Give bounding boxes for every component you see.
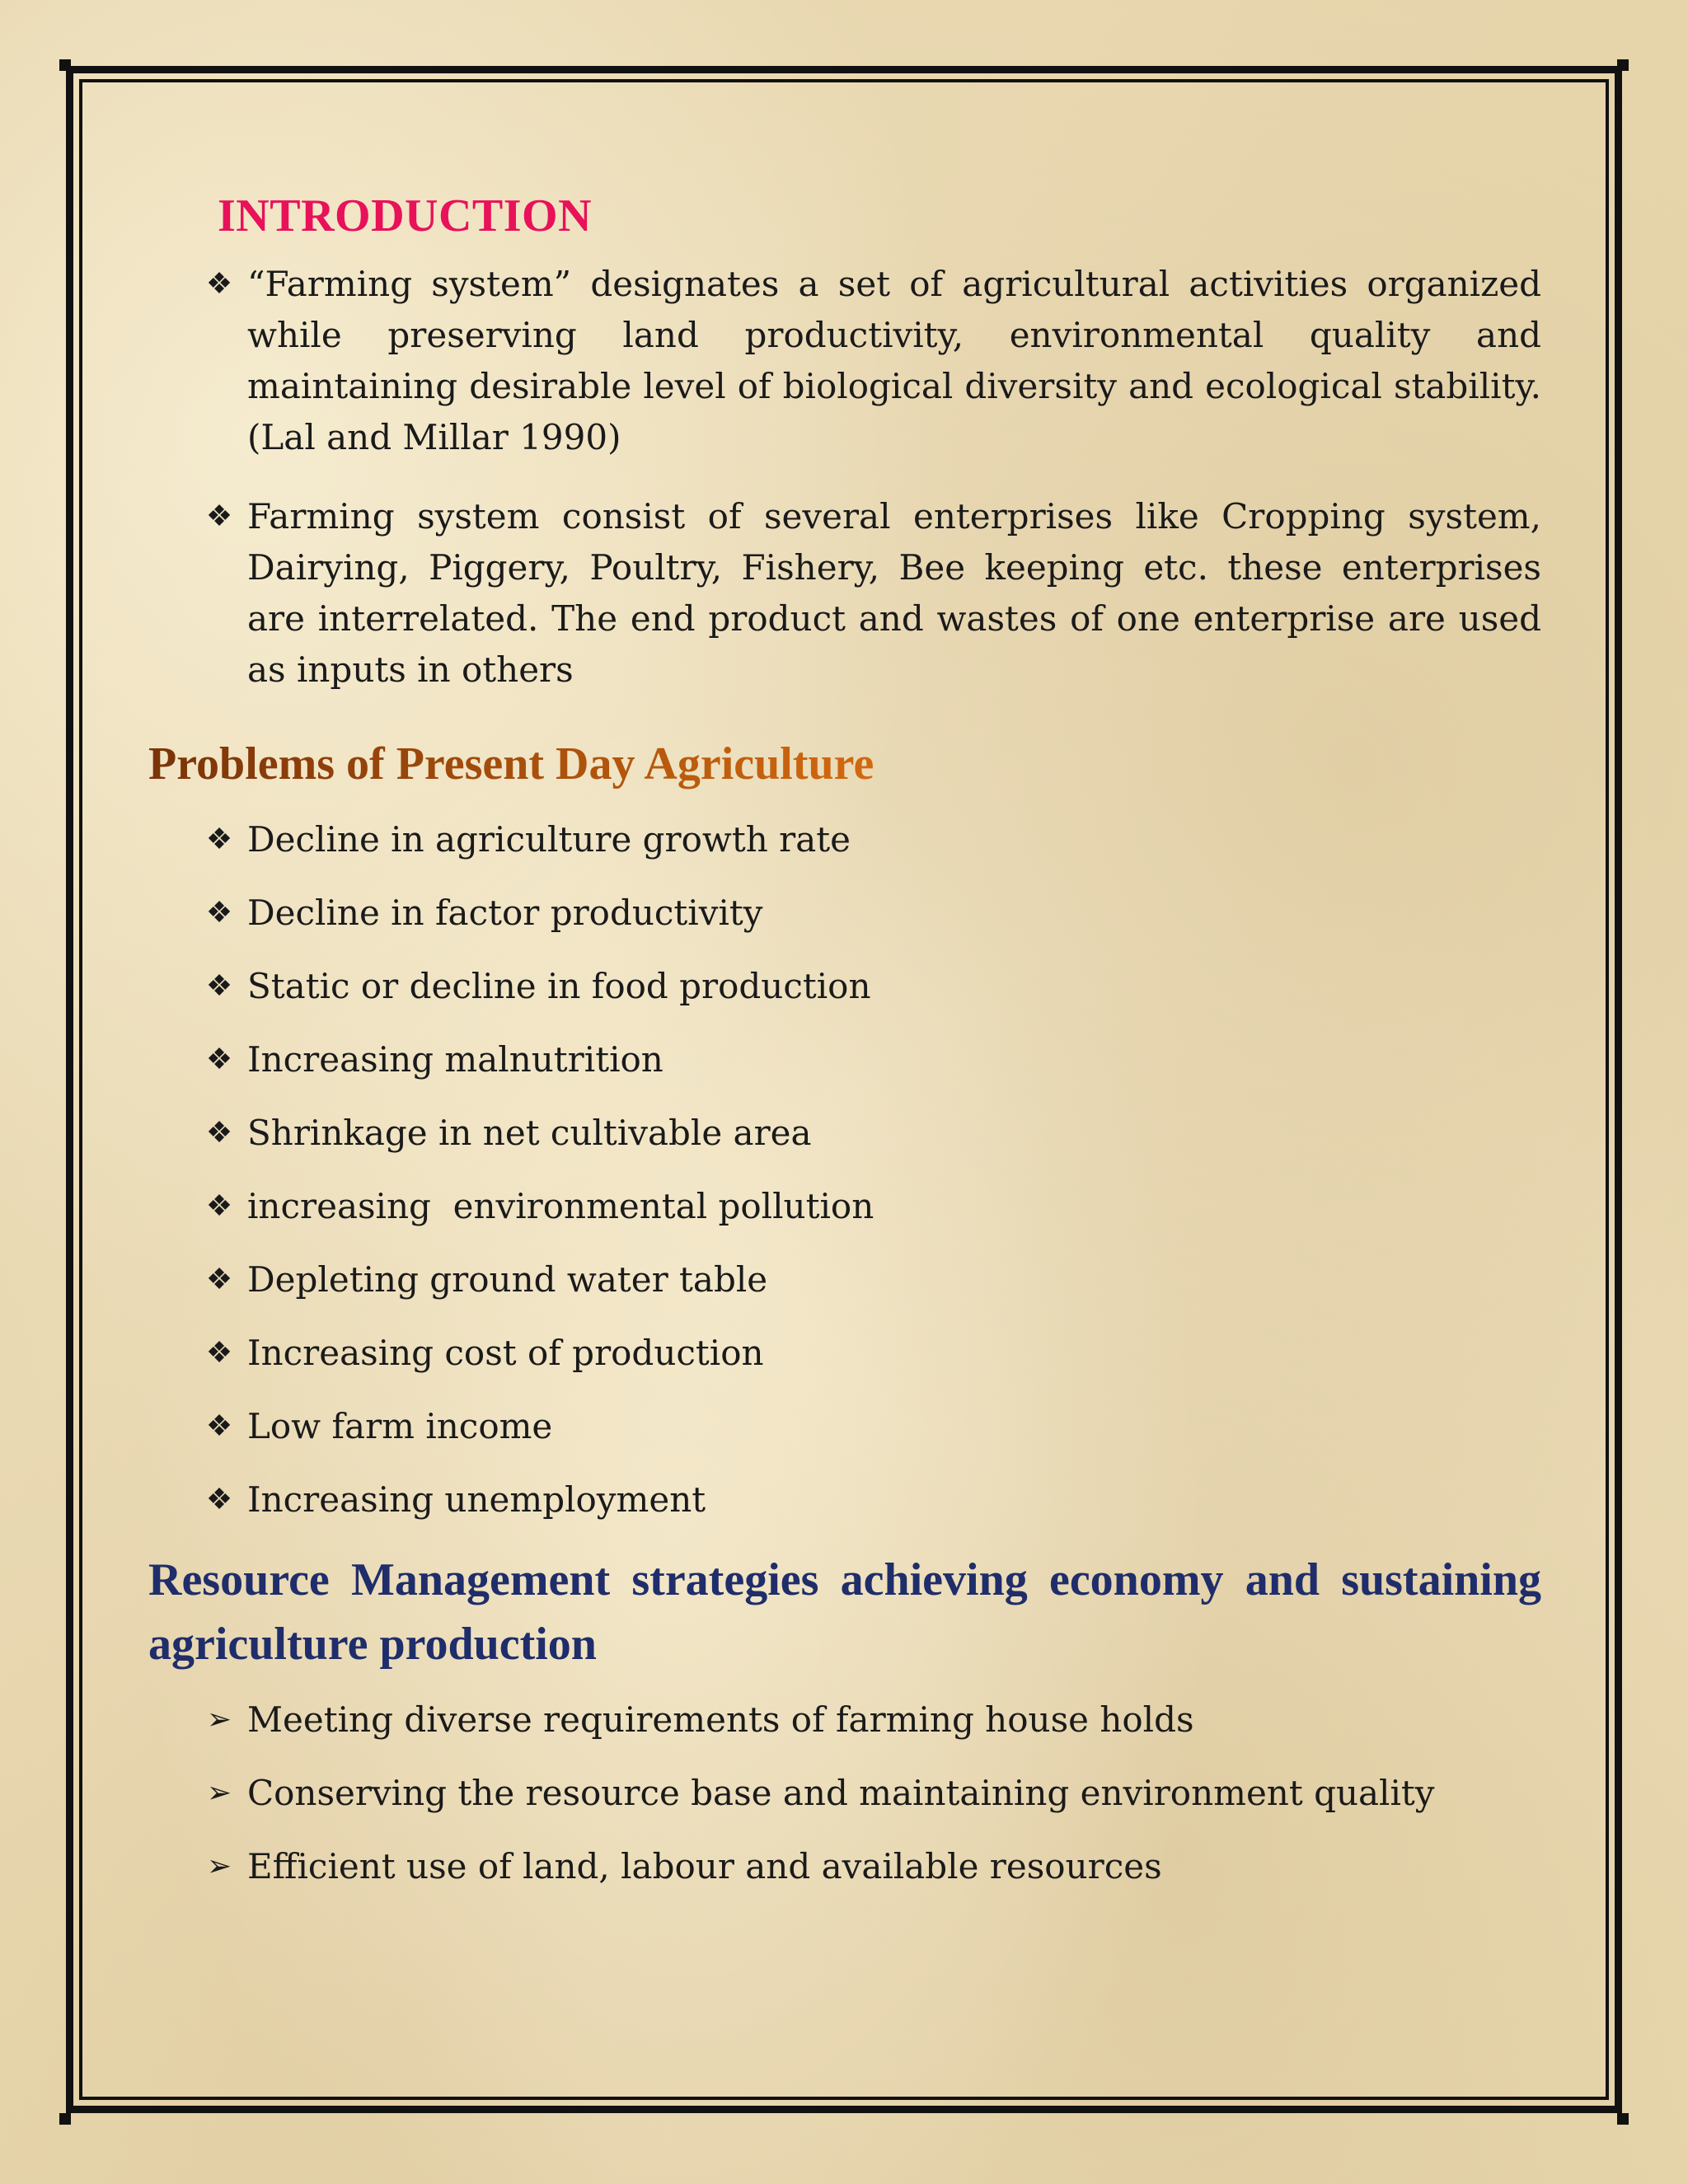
arrow-bullet-icon: ➢: [206, 1703, 232, 1736]
diamond-bullet-icon: ❖: [205, 1336, 233, 1370]
list-item-text: increasing environmental pollution: [247, 1186, 874, 1226]
list-item: [148, 1328, 1541, 1379]
diamond-bullet-icon: ❖: [205, 1189, 233, 1223]
introduction-heading: INTRODUCTION: [218, 190, 593, 241]
list-item-text: Decline in agriculture growth rate: [247, 819, 851, 860]
diamond-bullet-icon: ❖: [205, 1043, 233, 1076]
problems-list: [148, 814, 1541, 1526]
arrow-bullet-icon: ➢: [206, 1849, 232, 1883]
list-item-text: Decline in factor productivity: [247, 893, 763, 933]
introduction-list: [148, 259, 1541, 696]
list-item-text: Increasing unemployment: [247, 1479, 706, 1520]
list-item: [148, 1254, 1541, 1305]
resource-heading: Resource Management strategies achieving economy and sustaining agriculture production: [148, 1554, 1541, 1670]
list-item-text: Depleting ground water table: [247, 1259, 768, 1300]
diamond-bullet-icon: ❖: [205, 1409, 233, 1443]
list-item-text: Low farm income: [247, 1406, 553, 1446]
list-item: [148, 259, 1541, 463]
list-item: [148, 491, 1541, 696]
list-item: [148, 888, 1541, 939]
list-item: [148, 1181, 1541, 1232]
diamond-bullet-icon: ❖: [205, 1483, 233, 1516]
diamond-bullet-icon: ❖: [205, 1263, 233, 1296]
list-item-text: Shrinkage in net cultivable area: [247, 1113, 812, 1153]
list-item-text: Increasing cost of production: [247, 1333, 764, 1373]
list-item-text: Static or decline in food production: [247, 966, 871, 1006]
list-item: [148, 1694, 1541, 1746]
resource-list: [148, 1694, 1541, 1892]
diamond-bullet-icon: ❖: [205, 823, 233, 856]
arrow-bullet-icon: ➢: [206, 1776, 232, 1810]
diamond-bullet-icon: ❖: [205, 267, 233, 301]
list-item: [148, 1034, 1541, 1085]
list-item-text: Farming system consist of several enterprises like Cropping system, Dairying, Piggery, Poultry, Fishery, Bee keeping etc. these enterprises are interrelated. The end product and wastes of one enterprise are used as inputs in others: [247, 496, 1541, 690]
list-item: [148, 961, 1541, 1012]
corner-ornament: [1617, 59, 1629, 71]
list-item: [148, 814, 1541, 865]
list-item: [148, 1108, 1541, 1159]
list-item-text: Conserving the resource base and maintaining environment quality: [247, 1773, 1435, 1813]
problems-heading: Problems of Present Day Agriculture: [148, 732, 874, 796]
list-item: [148, 1768, 1541, 1819]
page-content: [148, 190, 1541, 1915]
diamond-bullet-icon: ❖: [205, 1116, 233, 1150]
list-item: [148, 1474, 1541, 1526]
list-item-text: “Farming system” designates a set of agricultural activities organized while preserving land productivity, environmental quality and maintaining desirable level of biological diversity and ecological stability. (Lal and Millar 1990): [247, 264, 1541, 457]
corner-ornament: [59, 59, 71, 71]
list-item-text: Increasing malnutrition: [247, 1039, 663, 1080]
diamond-bullet-icon: ❖: [205, 896, 233, 930]
corner-ornament: [1617, 2113, 1629, 2125]
list-item-text: Meeting diverse requirements of farming house holds: [247, 1699, 1194, 1740]
corner-ornament: [59, 2113, 71, 2125]
list-item: [148, 1841, 1541, 1892]
diamond-bullet-icon: ❖: [205, 499, 233, 533]
list-item: [148, 1401, 1541, 1452]
diamond-bullet-icon: ❖: [205, 969, 233, 1003]
list-item-text: Efficient use of land, labour and available resources: [247, 1846, 1162, 1886]
